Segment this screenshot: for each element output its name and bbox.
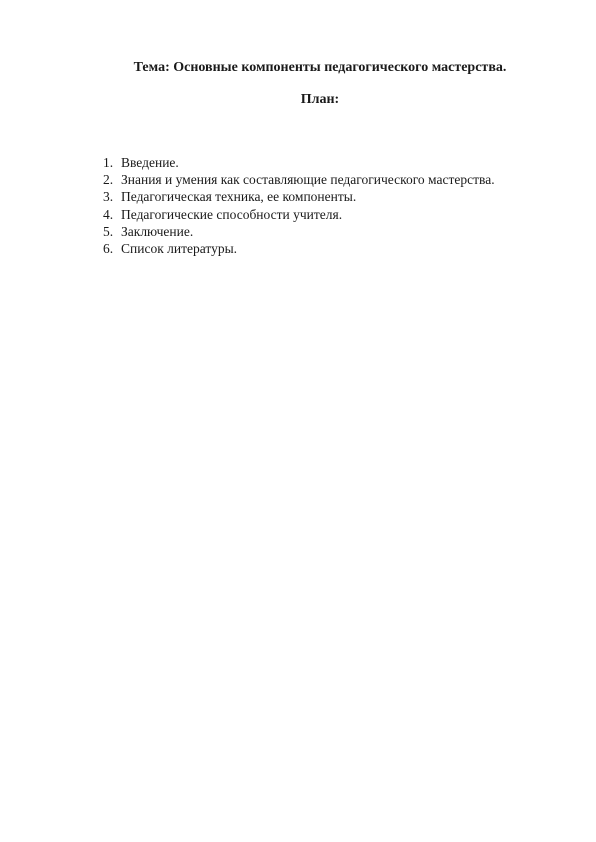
plan-item-number: 3.: [103, 189, 114, 205]
plan-item-text: Список литературы.: [121, 241, 238, 257]
plan-item-3: [103, 188, 495, 205]
plan-list: [103, 154, 495, 257]
plan-item-4: [103, 206, 495, 223]
plan-item-6: [103, 240, 495, 257]
plan-item-number: 5.: [103, 223, 114, 239]
plan-item-1: [103, 154, 495, 171]
plan-item-text: Введение.: [121, 155, 179, 170]
plan-item-2: [103, 171, 495, 188]
plan-item-text: Заключение.: [121, 223, 194, 239]
document-title: Тема: Основные компоненты педагогического мастерства.: [133, 60, 507, 75]
plan-heading: План:: [300, 92, 340, 107]
plan-item-text: Педагогическая техника, ее компоненты.: [121, 189, 357, 205]
plan-item-number: 4.: [103, 206, 114, 222]
plan-item-5: [103, 223, 495, 240]
plan-item-number: 6.: [103, 241, 114, 257]
plan-item-number: 2.: [103, 172, 114, 188]
plan-item-text: Знания и умения как составляющие педагогического мастерства.: [121, 172, 495, 188]
plan-item-text: Педагогические способности учителя.: [121, 206, 343, 222]
plan-item-number: 1.: [103, 155, 114, 170]
